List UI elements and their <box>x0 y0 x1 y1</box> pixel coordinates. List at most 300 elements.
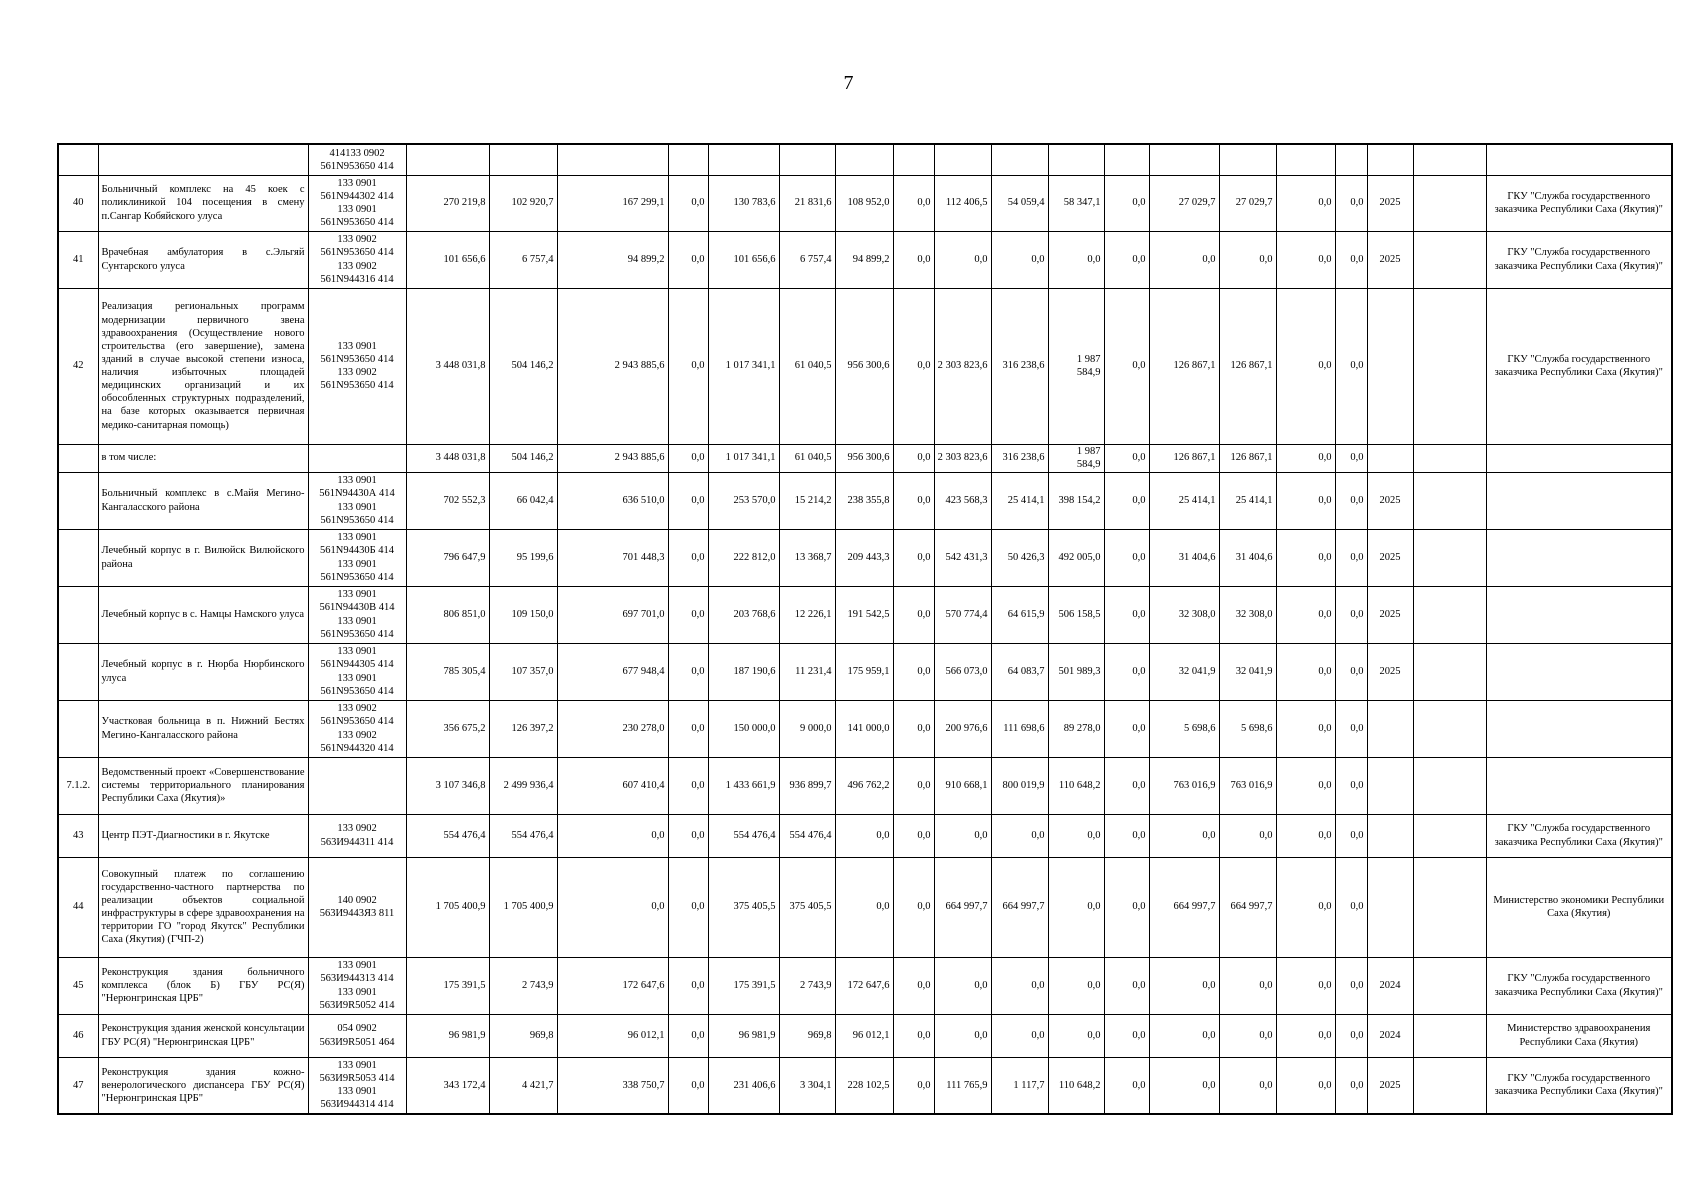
amount-cell: 542 431,3 <box>934 529 991 586</box>
amount-cell: 0,0 <box>1276 231 1335 288</box>
amount-cell: 0,0 <box>557 814 668 857</box>
amount-cell: 110 648,2 <box>1048 1057 1104 1114</box>
amount-cell: 3 448 031,8 <box>406 444 489 472</box>
row-number-cell: 41 <box>58 231 98 288</box>
budget-code-line: 133 0901 <box>337 1060 377 1071</box>
amount-cell: 664 997,7 <box>991 857 1048 957</box>
table-row <box>58 288 1672 444</box>
amount-cell: 0,0 <box>893 1057 934 1114</box>
table-row <box>58 1014 1672 1057</box>
amount-cell: 64 615,9 <box>991 586 1048 643</box>
empty-cell <box>1413 757 1486 814</box>
amount-cell: 0,0 <box>1335 1057 1367 1114</box>
amount-cell: 203 768,6 <box>708 586 779 643</box>
responsible-cell <box>1486 757 1672 814</box>
amount-cell: 222 812,0 <box>708 529 779 586</box>
table-row <box>58 472 1672 529</box>
amount-cell: 0,0 <box>1335 957 1367 1014</box>
amount-cell: 702 552,3 <box>406 472 489 529</box>
amount-cell <box>934 144 991 175</box>
amount-cell: 0,0 <box>1276 288 1335 444</box>
budget-code-line: 133 0901 <box>337 475 377 487</box>
budget-code-line: 133 0901 <box>337 960 377 972</box>
amount-cell: 96 012,1 <box>835 1014 893 1057</box>
budget-code-line: 561N953650 414 <box>320 514 394 526</box>
amount-cell: 110 648,2 <box>1048 757 1104 814</box>
amount-cell: 0,0 <box>1219 957 1276 1014</box>
responsible-cell: Министерство экономики Республики Саха (Якутия) <box>1486 857 1672 957</box>
budget-code-line: 133 0901 <box>337 1086 377 1098</box>
year-cell <box>1367 857 1413 957</box>
amount-cell: 0,0 <box>1276 1057 1335 1114</box>
responsible-cell: ГКУ "Служба государственного заказчика Республики Саха (Якутия)" <box>1486 957 1672 1014</box>
empty-cell <box>1413 529 1486 586</box>
table-body <box>58 144 1672 1114</box>
amount-cell: 697 701,0 <box>557 586 668 643</box>
amount-cell: 0,0 <box>668 700 708 757</box>
amount-cell: 0,0 <box>991 814 1048 857</box>
amount-cell <box>835 144 893 175</box>
empty-cell <box>1413 444 1486 472</box>
amount-cell: 54 059,4 <box>991 175 1048 231</box>
amount-cell: 0,0 <box>668 757 708 814</box>
budget-code-cell <box>308 1057 406 1114</box>
amount-cell: 0,0 <box>1104 957 1149 1014</box>
amount-cell: 0,0 <box>893 586 934 643</box>
amount-cell: 0,0 <box>934 957 991 1014</box>
amount-cell: 126 867,1 <box>1219 288 1276 444</box>
object-name-cell <box>98 144 308 175</box>
object-name-cell: Совокупный платеж по соглашению государственно-частного партнерства по реализации объектов социальной инфраструктуры в сфере здравоохранения на территории ГО "город Якутск" Республики Саха (Якутия) (ГЧП-2) <box>98 857 308 957</box>
budget-code-line: 133 0901 <box>337 501 377 513</box>
responsible-cell <box>1486 472 1672 529</box>
amount-cell: 0,0 <box>1149 1057 1219 1114</box>
amount-cell: 95 199,6 <box>489 529 557 586</box>
year-cell: 2024 <box>1367 1014 1413 1057</box>
amount-cell: 0,0 <box>1149 957 1219 1014</box>
row-number-cell: 44 <box>58 857 98 957</box>
empty-cell <box>1413 857 1486 957</box>
amount-cell: 506 158,5 <box>1048 586 1104 643</box>
amount-cell: 664 997,7 <box>1149 857 1219 957</box>
amount-cell: 66 042,4 <box>489 472 557 529</box>
amount-cell: 2 943 885,6 <box>557 288 668 444</box>
amount-cell: 27 029,7 <box>1149 175 1219 231</box>
budget-code-line: 133 0902 <box>337 703 377 715</box>
budget-code-line: 133 0901 <box>337 558 377 570</box>
amount-cell: 0,0 <box>1335 472 1367 529</box>
amount-cell: 0,0 <box>1335 814 1367 857</box>
budget-code-line: 561N944302 414 <box>320 190 394 202</box>
budget-code-cell <box>308 231 406 288</box>
budget-code-cell <box>308 472 406 529</box>
amount-cell: 32 041,9 <box>1149 643 1219 700</box>
object-name-cell: Врачебная амбулатория в с.Эльгяй Сунтарского улуса <box>98 231 308 288</box>
object-name-cell: Лечебный корпус в с. Намцы Намского улуса <box>98 586 308 643</box>
amount-cell: 167 299,1 <box>557 175 668 231</box>
object-name-cell: Реконструкция здания больничного комплекса (блок Б) ГБУ РС(Я) "Нерюнгринская ЦРБ" <box>98 957 308 1014</box>
object-name-cell: Больничный комплекс в с.Майя Мегино-Кангаласского района <box>98 472 308 529</box>
budget-code-cell <box>308 175 406 231</box>
amount-cell: 0,0 <box>991 957 1048 1014</box>
amount-cell: 554 476,4 <box>708 814 779 857</box>
budget-code-line: 133 0902 <box>337 234 377 246</box>
amount-cell: 109 150,0 <box>489 586 557 643</box>
amount-cell: 31 404,6 <box>1219 529 1276 586</box>
amount-cell: 96 981,9 <box>708 1014 779 1057</box>
object-name-cell: Реконструкция здания женской консультации ГБУ РС(Я) "Нерюнгринская ЦРБ" <box>98 1014 308 1057</box>
amount-cell: 175 391,5 <box>708 957 779 1014</box>
budget-code-line: 133 0901 <box>337 204 377 215</box>
amount-cell: 0,0 <box>1104 231 1149 288</box>
row-number-cell: 43 <box>58 814 98 857</box>
amount-cell <box>557 144 668 175</box>
object-name-cell: Реконструкция здания кожно-венерологического диспансера ГБУ РС(Я) "Нерюнгринская ЦРБ" <box>98 1057 308 1114</box>
amount-cell: 0,0 <box>668 857 708 957</box>
amount-cell: 150 000,0 <box>708 700 779 757</box>
budget-code-line: 561N94430В 414 <box>319 602 395 614</box>
amount-cell: 25 414,1 <box>1219 472 1276 529</box>
amount-cell: 0,0 <box>668 1057 708 1114</box>
amount-cell: 0,0 <box>1276 586 1335 643</box>
empty-cell <box>1413 700 1486 757</box>
budget-code-line: 561N953650 414 <box>320 217 394 229</box>
amount-cell: 570 774,4 <box>934 586 991 643</box>
amount-cell: 0,0 <box>668 175 708 231</box>
budget-code-cell <box>308 957 406 1014</box>
budget-code-line: 561N953650 414 <box>320 160 394 172</box>
budget-code-cell <box>308 643 406 700</box>
budget-code-cell <box>308 288 406 444</box>
amount-cell: 375 405,5 <box>779 857 835 957</box>
amount-cell: 0,0 <box>893 288 934 444</box>
amount-cell: 969,8 <box>489 1014 557 1057</box>
object-name-cell: Больничный комплекс на 45 коек с поликлиникой 104 посещения в смену п.Сангар Кобяйского улуса <box>98 175 308 231</box>
amount-cell <box>489 144 557 175</box>
amount-cell: 0,0 <box>1335 586 1367 643</box>
responsible-cell <box>1486 586 1672 643</box>
amount-cell: 1 433 661,9 <box>708 757 779 814</box>
budget-code-line: 133 0902 <box>337 260 377 272</box>
amount-cell <box>991 144 1048 175</box>
responsible-cell <box>1486 444 1672 472</box>
row-number-cell <box>58 643 98 700</box>
amount-cell: 0,0 <box>991 231 1048 288</box>
amount-cell: 5 698,6 <box>1149 700 1219 757</box>
amount-cell: 96 012,1 <box>557 1014 668 1057</box>
empty-cell <box>1413 1014 1486 1057</box>
amount-cell: 0,0 <box>1048 957 1104 1014</box>
object-name-cell: в том числе: <box>98 444 308 472</box>
table-row <box>58 814 1672 857</box>
year-cell: 2025 <box>1367 175 1413 231</box>
amount-cell: 554 476,4 <box>489 814 557 857</box>
table-row <box>58 444 1672 472</box>
amount-cell: 89 278,0 <box>1048 700 1104 757</box>
amount-cell: 566 073,0 <box>934 643 991 700</box>
amount-cell: 0,0 <box>893 472 934 529</box>
amount-cell: 11 231,4 <box>779 643 835 700</box>
year-cell: 2025 <box>1367 472 1413 529</box>
amount-cell: 1 017 341,1 <box>708 288 779 444</box>
responsible-cell <box>1486 529 1672 586</box>
budget-code-line: 054 0902 <box>337 1023 377 1035</box>
amount-cell: 664 997,7 <box>1219 857 1276 957</box>
amount-cell: 356 675,2 <box>406 700 489 757</box>
amount-cell: 1 987 584,9 <box>1048 444 1104 472</box>
amount-cell: 0,0 <box>1048 1014 1104 1057</box>
empty-cell <box>1413 144 1486 175</box>
amount-cell: 231 406,6 <box>708 1057 779 1114</box>
year-cell: 2024 <box>1367 957 1413 1014</box>
amount-cell: 0,0 <box>1048 814 1104 857</box>
amount-cell: 0,0 <box>1219 814 1276 857</box>
amount-cell: 0,0 <box>893 643 934 700</box>
budget-code-cell <box>308 586 406 643</box>
amount-cell: 0,0 <box>1335 700 1367 757</box>
amount-cell: 0,0 <box>1149 814 1219 857</box>
amount-cell: 0,0 <box>1276 175 1335 231</box>
year-cell <box>1367 700 1413 757</box>
year-cell <box>1367 144 1413 175</box>
amount-cell: 0,0 <box>668 288 708 444</box>
row-number-cell: 7.1.2. <box>58 757 98 814</box>
budget-code-line: 561N953650 414 <box>320 685 394 697</box>
row-number-cell <box>58 472 98 529</box>
amount-cell <box>406 144 489 175</box>
amount-cell: 126 867,1 <box>1149 288 1219 444</box>
amount-cell <box>1276 144 1335 175</box>
amount-cell: 0,0 <box>893 175 934 231</box>
amount-cell: 910 668,1 <box>934 757 991 814</box>
amount-cell: 0,0 <box>893 1014 934 1057</box>
amount-cell: 12 226,1 <box>779 586 835 643</box>
amount-cell: 0,0 <box>1104 643 1149 700</box>
amount-cell: 58 347,1 <box>1048 175 1104 231</box>
amount-cell: 50 426,3 <box>991 529 1048 586</box>
budget-code-line: 133 0902 <box>337 729 377 741</box>
amount-cell <box>893 144 934 175</box>
amount-cell: 0,0 <box>1276 1014 1335 1057</box>
amount-cell: 423 568,3 <box>934 472 991 529</box>
amount-cell: 141 000,0 <box>835 700 893 757</box>
amount-cell: 126 867,1 <box>1219 444 1276 472</box>
budget-code-cell <box>308 444 406 472</box>
budget-code-line: 561N953650 414 <box>320 628 394 640</box>
amount-cell: 32 308,0 <box>1149 586 1219 643</box>
amount-cell: 0,0 <box>991 1014 1048 1057</box>
amount-cell: 796 647,9 <box>406 529 489 586</box>
amount-cell: 0,0 <box>934 1014 991 1057</box>
object-name-cell: Участковая больница в п. Нижний Бестях Мегино-Кангаласского района <box>98 700 308 757</box>
table-row <box>58 586 1672 643</box>
empty-cell <box>1413 175 1486 231</box>
amount-cell: 1 705 400,9 <box>406 857 489 957</box>
row-number-cell: 40 <box>58 175 98 231</box>
amount-cell: 0,0 <box>1335 643 1367 700</box>
amount-cell: 554 476,4 <box>406 814 489 857</box>
amount-cell: 936 899,7 <box>779 757 835 814</box>
amount-cell: 0,0 <box>1276 857 1335 957</box>
budget-code-line: 133 0901 <box>337 986 377 998</box>
amount-cell: 0,0 <box>1276 529 1335 586</box>
amount-cell: 191 542,5 <box>835 586 893 643</box>
empty-cell <box>1413 586 1486 643</box>
amount-cell <box>1048 144 1104 175</box>
amount-cell: 0,0 <box>1276 757 1335 814</box>
amount-cell: 0,0 <box>1219 231 1276 288</box>
amount-cell: 0,0 <box>1335 175 1367 231</box>
responsible-cell: ГКУ "Служба государственного заказчика Республики Саха (Якутия)" <box>1486 175 1672 231</box>
amount-cell: 3 448 031,8 <box>406 288 489 444</box>
amount-cell <box>1219 144 1276 175</box>
row-number-cell: 42 <box>58 288 98 444</box>
amount-cell: 0,0 <box>893 814 934 857</box>
row-number-cell <box>58 444 98 472</box>
amount-cell: 763 016,9 <box>1219 757 1276 814</box>
amount-cell: 112 406,5 <box>934 175 991 231</box>
budget-code-line: 561N94430А 414 <box>319 488 395 500</box>
amount-cell: 1 705 400,9 <box>489 857 557 957</box>
year-cell: 2025 <box>1367 586 1413 643</box>
amount-cell: 61 040,5 <box>779 288 835 444</box>
amount-cell: 1 987 584,9 <box>1048 288 1104 444</box>
amount-cell: 0,0 <box>1104 472 1149 529</box>
amount-cell: 0,0 <box>1276 472 1335 529</box>
amount-cell: 0,0 <box>893 857 934 957</box>
budget-code-line: 133 0901 <box>337 672 377 684</box>
amount-cell: 0,0 <box>1335 288 1367 444</box>
amount-cell: 94 899,2 <box>835 231 893 288</box>
amount-cell: 0,0 <box>668 643 708 700</box>
amount-cell: 0,0 <box>893 757 934 814</box>
amount-cell: 0,0 <box>1335 757 1367 814</box>
budget-code-line: 133 0901 <box>337 646 377 658</box>
responsible-cell: ГКУ "Служба государственного заказчика Республики Саха (Якутия)" <box>1486 1057 1672 1114</box>
amount-cell: 0,0 <box>934 814 991 857</box>
amount-cell: 2 743,9 <box>489 957 557 1014</box>
amount-cell: 0,0 <box>1104 1057 1149 1114</box>
amount-cell: 111 765,9 <box>934 1057 991 1114</box>
amount-cell: 2 499 936,4 <box>489 757 557 814</box>
amount-cell: 0,0 <box>668 444 708 472</box>
row-number-cell <box>58 529 98 586</box>
amount-cell: 316 238,6 <box>991 288 1048 444</box>
responsible-cell: ГКУ "Служба государственного заказчика Республики Саха (Якутия)" <box>1486 231 1672 288</box>
amount-cell: 0,0 <box>668 472 708 529</box>
budget-code-line: 133 0901 <box>337 589 377 601</box>
amount-cell: 0,0 <box>1104 757 1149 814</box>
responsible-cell: Министерство здравоохранения Республики Саха (Якутия) <box>1486 1014 1672 1057</box>
empty-cell <box>1413 957 1486 1014</box>
amount-cell: 496 762,2 <box>835 757 893 814</box>
amount-cell: 0,0 <box>893 529 934 586</box>
amount-cell: 0,0 <box>1149 1014 1219 1057</box>
amount-cell: 0,0 <box>835 857 893 957</box>
amount-cell: 21 831,6 <box>779 175 835 231</box>
amount-cell: 175 959,1 <box>835 643 893 700</box>
amount-cell: 316 238,6 <box>991 444 1048 472</box>
amount-cell: 0,0 <box>668 814 708 857</box>
amount-cell <box>668 144 708 175</box>
amount-cell: 0,0 <box>1104 1014 1149 1057</box>
table-row <box>58 643 1672 700</box>
budget-code-line: 133 0902 <box>337 367 377 378</box>
year-cell <box>1367 757 1413 814</box>
object-name-cell: Реализация региональных программ модернизации первичного звена здравоохранения (Осуществление нового строительства (его завершение), замена зданий в случае высокой степени износа, наличия избыточных площадей медицинских организаций и их обособленных структурных подразделений, на базе которых оказывается первичная медико-санитарная помощь) <box>98 288 308 444</box>
amount-cell: 0,0 <box>1104 288 1149 444</box>
amount-cell: 0,0 <box>1276 643 1335 700</box>
amount-cell: 0,0 <box>1104 444 1149 472</box>
table-row <box>58 857 1672 957</box>
budget-code-line: 563И944313 414 <box>320 973 394 985</box>
responsible-cell: ГКУ "Служба государственного заказчика Республики Саха (Якутия)" <box>1486 288 1672 444</box>
budget-code-line: 563И9R5051 464 <box>319 1036 395 1048</box>
table-row <box>58 1057 1672 1114</box>
amount-cell: 0,0 <box>1048 857 1104 957</box>
amount-cell: 0,0 <box>1335 1014 1367 1057</box>
budget-table <box>57 143 1673 1115</box>
amount-cell: 343 172,4 <box>406 1057 489 1114</box>
budget-code-cell <box>308 700 406 757</box>
budget-code-line: 133 0901 <box>337 532 377 544</box>
amount-cell: 101 656,6 <box>406 231 489 288</box>
amount-cell: 0,0 <box>1104 175 1149 231</box>
object-name-cell: Ведомственный проект «Совершенствование системы территориального планирования Республики Саха (Якутия)» <box>98 757 308 814</box>
amount-cell: 172 647,6 <box>835 957 893 1014</box>
amount-cell: 0,0 <box>668 957 708 1014</box>
amount-cell: 2 943 885,6 <box>557 444 668 472</box>
budget-code-line: 561N953650 414 <box>320 247 394 259</box>
amount-cell: 0,0 <box>893 700 934 757</box>
amount-cell: 1 017 341,1 <box>708 444 779 472</box>
budget-code-line: 561N944316 414 <box>320 273 394 285</box>
amount-cell: 6 757,4 <box>489 231 557 288</box>
amount-cell: 27 029,7 <box>1219 175 1276 231</box>
amount-cell: 9 000,0 <box>779 700 835 757</box>
amount-cell: 108 952,0 <box>835 175 893 231</box>
amount-cell: 31 404,6 <box>1149 529 1219 586</box>
budget-code-line: 561N953650 414 <box>320 353 394 365</box>
amount-cell: 0,0 <box>1219 1014 1276 1057</box>
amount-cell: 130 783,6 <box>708 175 779 231</box>
amount-cell: 969,8 <box>779 1014 835 1057</box>
budget-code-line: 563И9443Я3 811 <box>319 908 395 919</box>
amount-cell: 0,0 <box>1149 231 1219 288</box>
row-number-cell <box>58 586 98 643</box>
budget-code-line: 561N953650 414 <box>320 716 394 728</box>
budget-code-line: 133 0901 <box>337 340 377 352</box>
amount-cell: 0,0 <box>1335 857 1367 957</box>
amount-cell: 763 016,9 <box>1149 757 1219 814</box>
amount-cell: 126 867,1 <box>1149 444 1219 472</box>
empty-cell <box>1413 231 1486 288</box>
responsible-cell <box>1486 643 1672 700</box>
amount-cell: 0,0 <box>1276 700 1335 757</box>
year-cell: 2025 <box>1367 529 1413 586</box>
amount-cell: 806 851,0 <box>406 586 489 643</box>
amount-cell: 107 357,0 <box>489 643 557 700</box>
amount-cell <box>1104 144 1149 175</box>
amount-cell: 0,0 <box>934 231 991 288</box>
amount-cell: 492 005,0 <box>1048 529 1104 586</box>
amount-cell: 956 300,6 <box>835 288 893 444</box>
budget-code-line: 414133 0902 <box>329 147 385 159</box>
budget-code-line: 561N953650 414 <box>320 380 394 392</box>
amount-cell: 32 308,0 <box>1219 586 1276 643</box>
amount-cell: 102 920,7 <box>489 175 557 231</box>
table-row <box>58 700 1672 757</box>
